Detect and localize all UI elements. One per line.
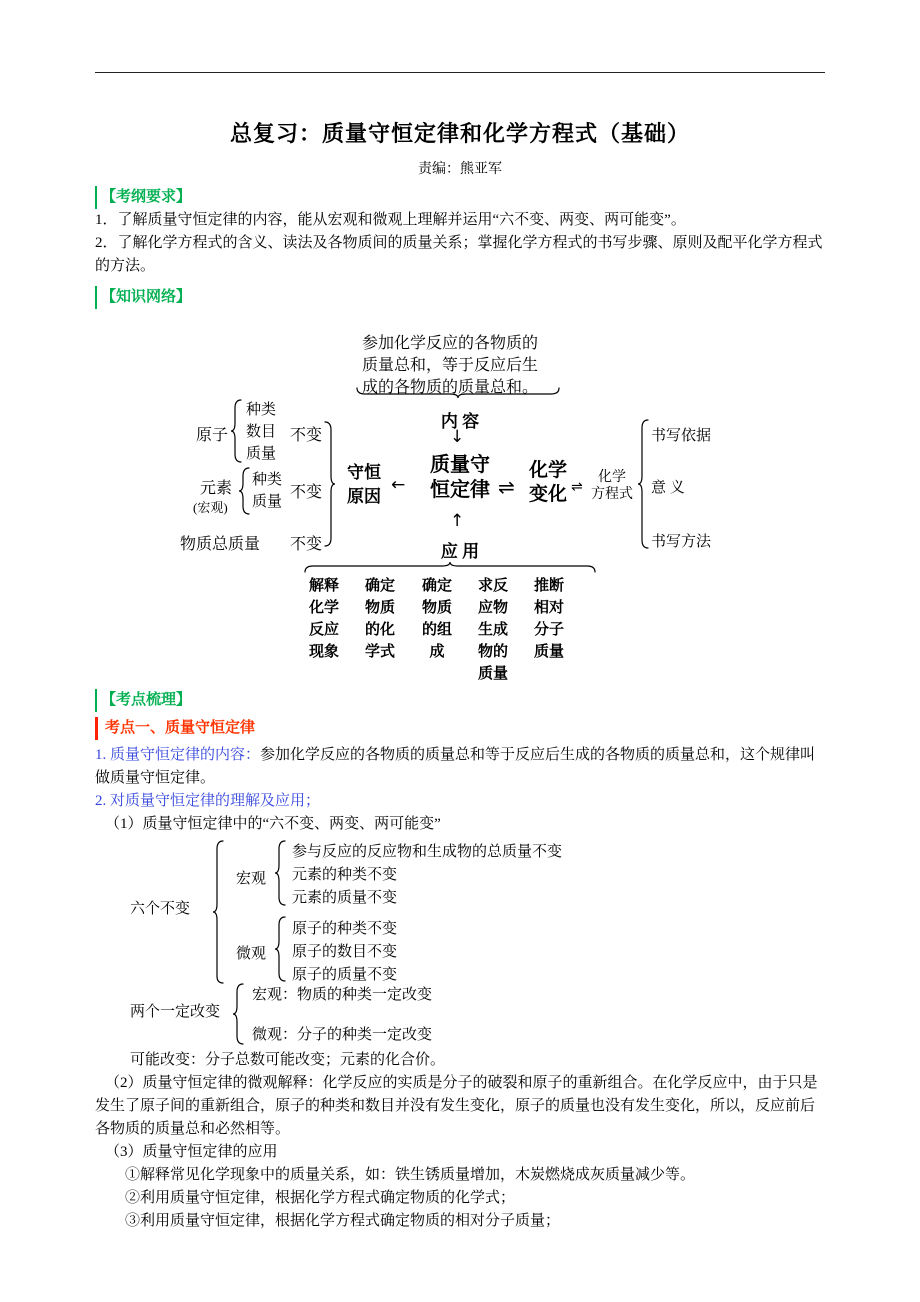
brace-element: [238, 467, 250, 515]
two-changed-label: 两个一定改变: [130, 1004, 221, 1020]
application-column-line: 求反: [477, 578, 508, 594]
law-application-item-1: ①解释常见化学现象中的质量关系，如：铁生锈质量增加，木炭燃烧成灰质量减少等。: [125, 1167, 696, 1183]
application-column-line: 的组: [421, 622, 452, 638]
net-center-node-line: 恒定律: [430, 479, 490, 501]
net-equation-item-basis: 书写依据: [651, 428, 712, 444]
exam-outline-section: [95, 186, 825, 309]
application-column-line: 物质: [421, 600, 452, 616]
net-atom-label: 原子: [196, 427, 229, 444]
exchange-arrows-icon: ⇌: [498, 475, 515, 499]
page-header-rule: [95, 72, 825, 73]
brace-two-changed: [232, 983, 244, 1045]
net-element-item: 质量: [252, 494, 283, 510]
arrow-left-icon: ←: [391, 475, 406, 495]
application-column-line: 质量: [533, 644, 564, 660]
net-application-column-formula: [364, 575, 396, 663]
net-application-label: 应 用: [440, 542, 480, 561]
six-unchanged-diagram: [0, 838, 920, 1072]
exam-points-section: [95, 689, 825, 836]
micro-items: [292, 918, 397, 987]
net-application-column-mass: [477, 575, 509, 685]
macro-items: [292, 841, 562, 910]
point1-item1-label: 1. 质量守恒定律的内容：: [95, 747, 261, 763]
application-column-line: 的化: [364, 622, 395, 638]
brace-micro: [274, 916, 286, 982]
net-atom-status: 不变: [290, 427, 323, 444]
section-heading-exam-outline: 【考纲要求】: [95, 186, 825, 209]
maybe-changed-line: 可能改变：分子总数可能改变；元素的化合价。: [130, 1052, 446, 1068]
net-center-node-mass-conservation-law: [414, 453, 506, 503]
application-column-line: 成: [429, 644, 445, 660]
application-column-line: 物的: [477, 644, 508, 660]
point1-item1-text: 参加化学反应的各物质的质量总和等于反应后生成的各物质的质量总和，这个规律叫做质量守恒定律。: [95, 747, 816, 786]
section-heading-exam-points: 【考点梳理】: [95, 689, 825, 712]
application-column-line: 应物: [477, 600, 508, 616]
net-atom-item: 种类: [246, 402, 277, 418]
net-reason-line: 守恒: [347, 463, 381, 482]
application-column-line: 物质: [364, 600, 395, 616]
point1-item1: [95, 744, 825, 790]
application-column-line: 化学: [308, 600, 339, 616]
net-element-sub-label: (宏观): [193, 500, 228, 515]
arrow-down-icon: ↓: [450, 427, 465, 447]
point1-sub3: （3）质量守恒定律的应用: [105, 1144, 278, 1160]
brace-top-horizontal: [356, 387, 560, 399]
net-equation-item-meaning: 意 义: [651, 480, 685, 496]
net-top-summary-line: 质量总和，等于反应后生: [362, 357, 539, 374]
net-top-summary-line: 参加化学反应的各物质的: [362, 335, 539, 352]
point1-item2-label: 2. 对质量守恒定律的理解及应用；: [95, 793, 321, 809]
net-element-label: 元素: [200, 480, 233, 497]
law-application-item-2: ②利用质量守恒定律，根据化学方程式确定物质的化学式；: [125, 1190, 516, 1206]
net-reason-line: 原因: [347, 487, 381, 506]
application-column-line: 反应: [308, 622, 339, 638]
macro-item: 参与反应的反应物和生成物的总质量不变: [292, 844, 563, 860]
net-atom-item: 数目: [246, 424, 277, 440]
two-changed-item-macro: 宏观：物质的种类一定改变: [252, 987, 433, 1003]
net-atom-item: 质量: [246, 446, 277, 462]
brace-equation: [637, 419, 649, 549]
net-element-items: [252, 469, 282, 513]
law-application-item-3: ③利用质量守恒定律，根据化学方程式确定物质的相对分子质量；: [125, 1213, 561, 1229]
micro-label: 微观: [236, 946, 267, 962]
net-element-status: 不变: [290, 484, 323, 501]
point1-sub2: （2）质量守恒定律的微观解释：化学反应的实质是分子的破裂和原子的重新组合。在化学反应中，由于只是发生了原子间的重新组合，原子的种类和数目并没有发生变化，原子的质量也没有发生变化，所以，反应前后各物质的质量总和必然相等。: [95, 1075, 818, 1137]
net-chemical-equation-node: [588, 469, 636, 503]
exchange-arrows-icon: ⇌: [571, 479, 583, 495]
six-unchanged-label: 六个不变: [130, 901, 191, 917]
net-top-summary-line: 成的各物质的质量总和。: [362, 379, 539, 396]
net-chemical-change-node: [526, 459, 570, 507]
net-chemical-equation-line: 方程式: [591, 487, 633, 502]
net-application-column-explain: [308, 575, 340, 663]
application-column-line: 确定: [364, 578, 395, 594]
micro-item: 原子的质量不变: [292, 967, 398, 983]
net-center-node-line: 质量守: [430, 454, 490, 476]
net-element-item: 种类: [252, 472, 283, 488]
editor-credit: 责编：熊亚军: [418, 162, 502, 177]
application-column-line: 解释: [308, 578, 339, 594]
macro-item: 元素的种类不变: [292, 867, 398, 883]
exam-points-tail: [95, 1072, 825, 1233]
application-column-line: 确定: [421, 578, 452, 594]
net-application-column-composition: [421, 575, 453, 663]
macro-item: 元素的质量不变: [292, 890, 398, 906]
outline-item-2: 2．了解化学方程式的含义、读法及各物质间的质量关系；掌握化学方程式的书写步骤、原则及配平化学方程式的方法。: [95, 235, 823, 274]
application-column-line: 质量: [477, 666, 508, 682]
application-column-line: 生成: [477, 622, 508, 638]
net-equation-item-method: 书写方法: [651, 534, 712, 550]
knowledge-network-diagram: [0, 329, 920, 681]
section-heading-knowledge-network: 【知识网络】: [95, 286, 825, 309]
net-total-mass-status: 不变: [290, 536, 323, 553]
net-atom-items: [246, 399, 276, 465]
net-total-mass-label: 物质总质量: [180, 536, 261, 553]
point1-heading: 考点一、质量守恒定律: [95, 717, 825, 740]
brace-left-group: [324, 421, 336, 547]
net-application-column-molar-mass: [533, 575, 565, 663]
brace-bottom-horizontal: [304, 561, 596, 573]
macro-label: 宏观: [236, 871, 267, 887]
net-content-label: 内 容: [440, 412, 480, 431]
net-reason-node: [342, 461, 386, 509]
application-column-line: 学式: [364, 644, 395, 660]
brace-macro: [274, 840, 286, 906]
net-chemical-change-line: 化学: [528, 460, 567, 481]
micro-item: 原子的种类不变: [292, 921, 398, 937]
two-changed-item-micro: 微观：分子的种类一定改变: [252, 1027, 433, 1043]
page-title: 总复习：质量守恒定律和化学方程式（基础）: [229, 121, 690, 146]
application-column-line: 相对: [533, 600, 564, 616]
brace-six-unchanged: [212, 840, 224, 984]
application-column-line: 推断: [533, 578, 564, 594]
brace-atom: [230, 399, 242, 463]
point1-sub1: （1）质量守恒定律中的“六不变、两变、两可能变”: [105, 816, 441, 832]
application-column-line: 现象: [308, 644, 339, 660]
net-chemical-change-line: 变化: [528, 484, 567, 505]
net-chemical-equation-line: 化学: [598, 470, 626, 485]
outline-item-1: 1．了解质量守恒定律的内容，能从宏观和微观上理解并运用“六不变、两变、两可能变”。: [95, 212, 686, 228]
micro-item: 原子的数目不变: [292, 944, 398, 960]
arrow-up-icon: ↑: [450, 511, 465, 531]
application-column-line: 分子: [533, 622, 564, 638]
